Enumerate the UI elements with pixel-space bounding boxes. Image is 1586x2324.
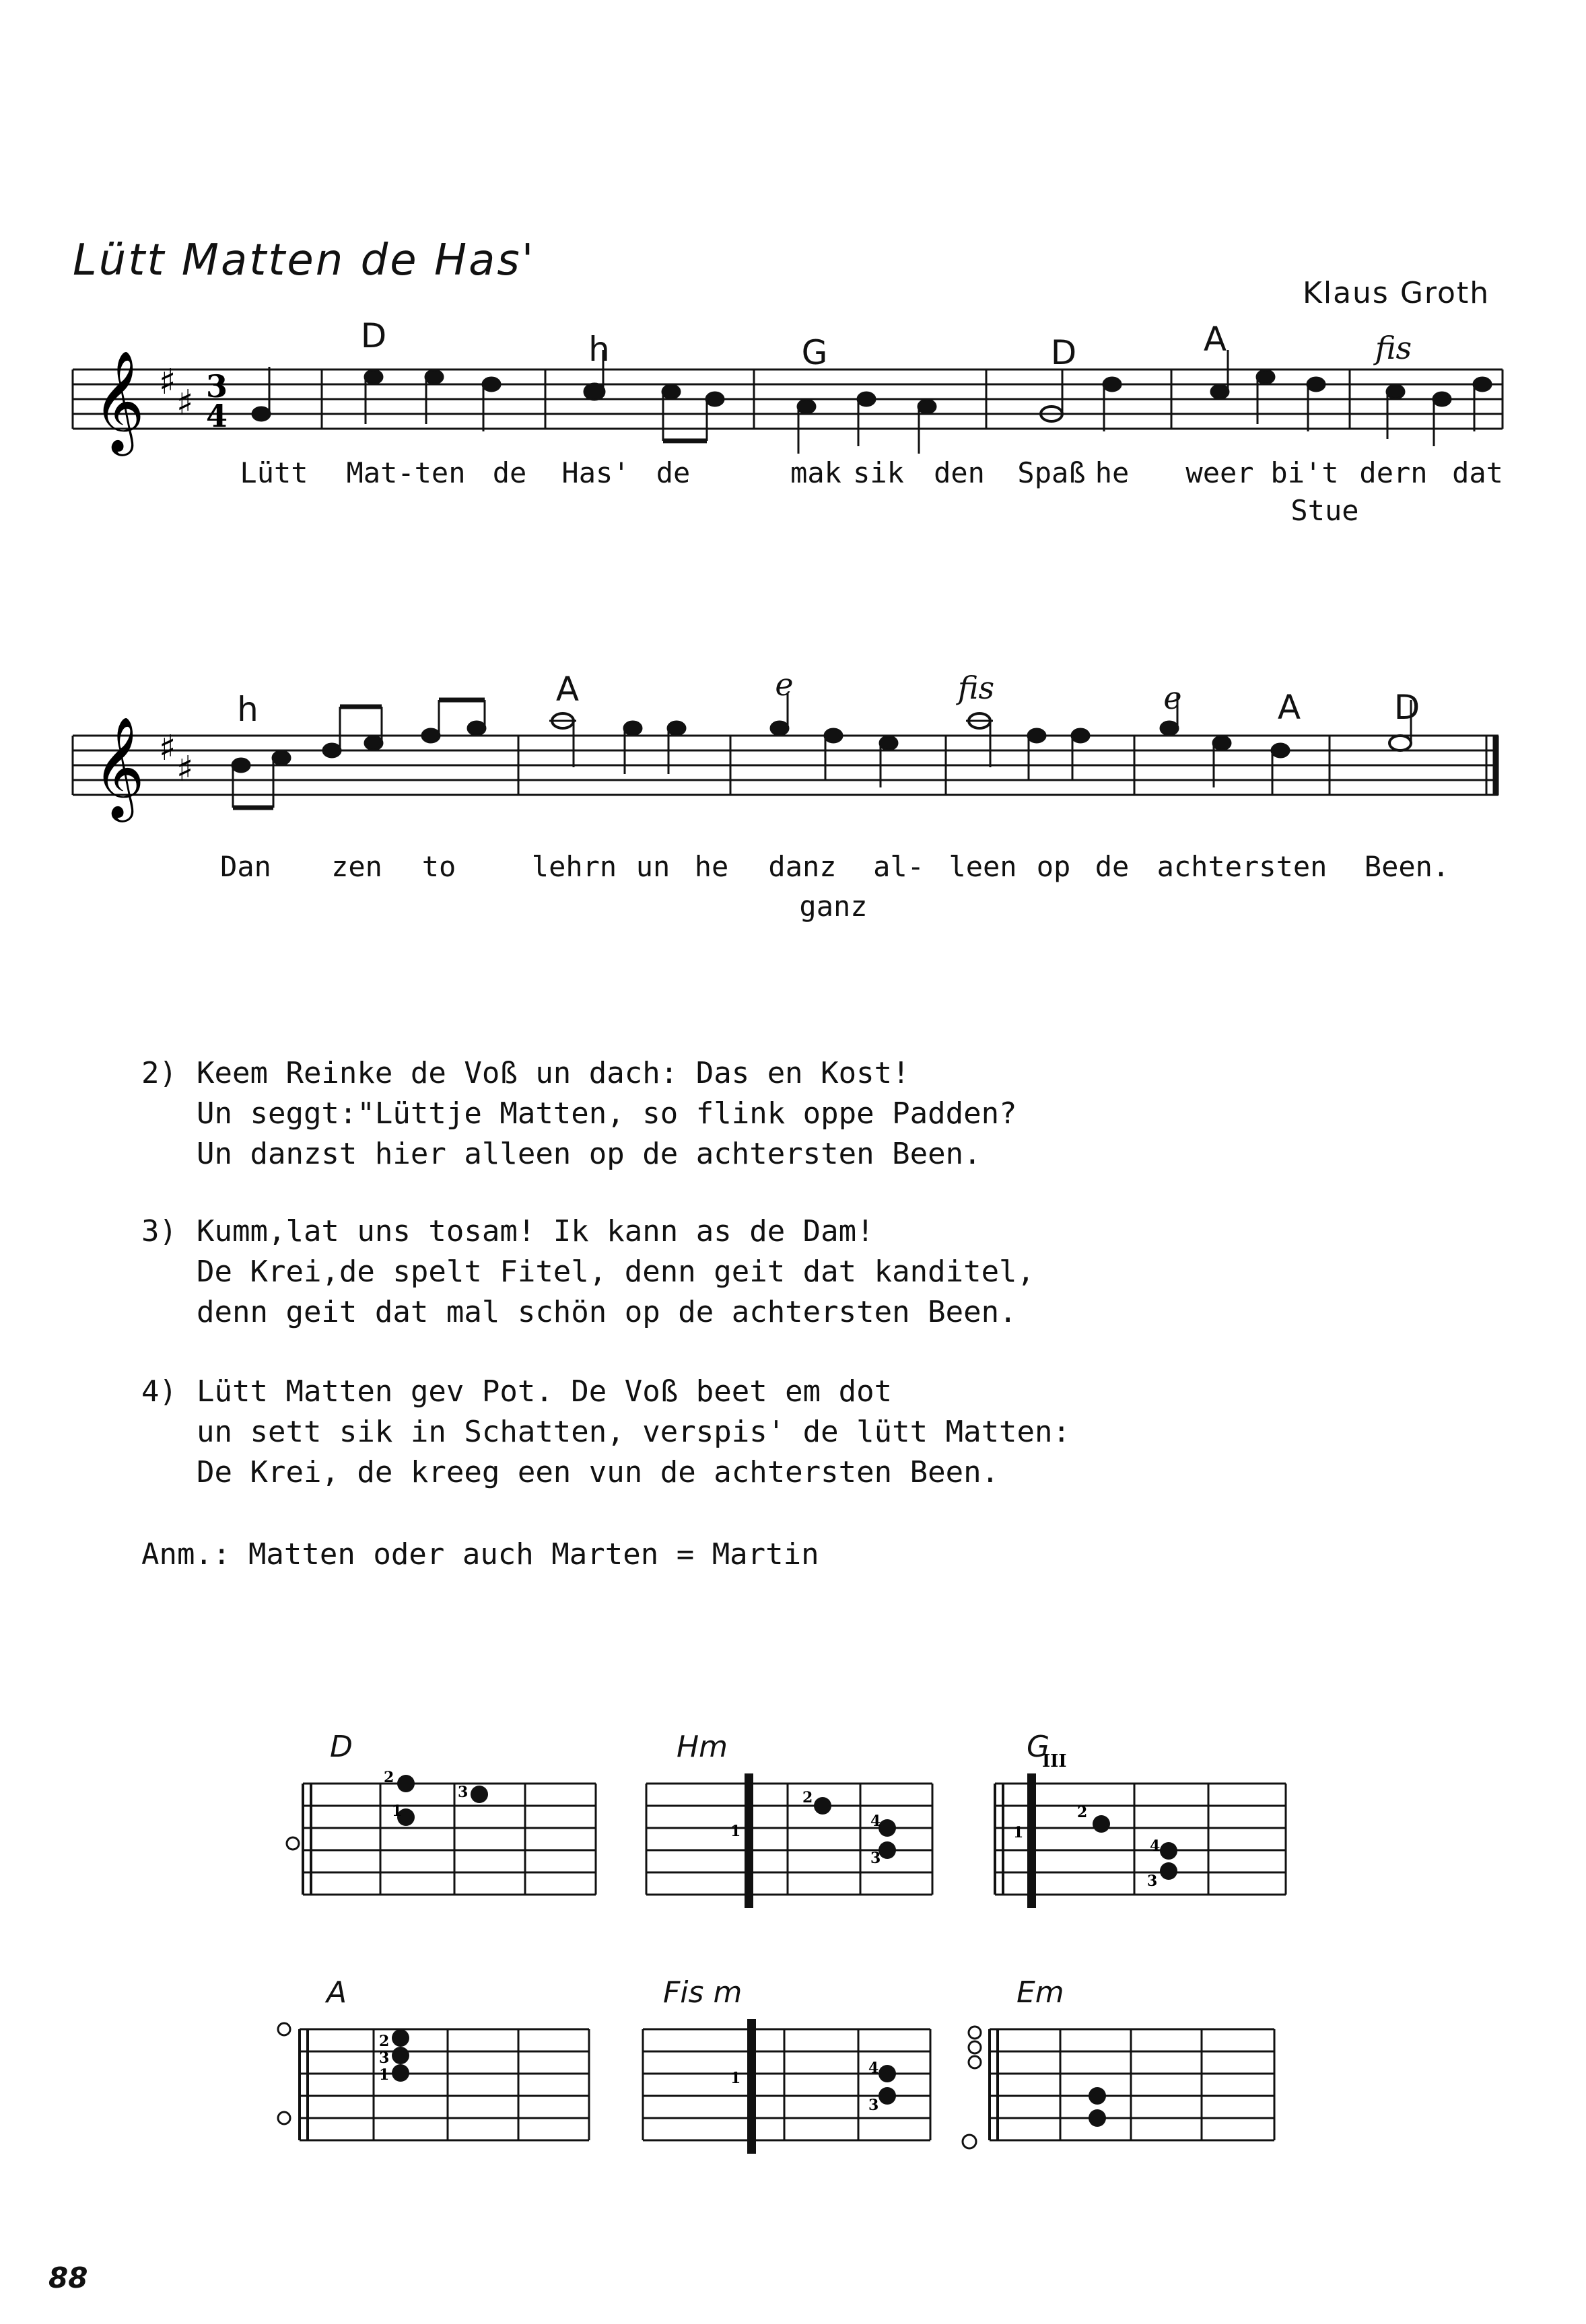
- note-icon: [1213, 736, 1231, 750]
- lyric-syllable: Has': [561, 456, 630, 489]
- note-icon: [468, 721, 485, 735]
- note-icon: [323, 744, 341, 757]
- finger-dot: [878, 1841, 896, 1859]
- chord-symbol: e: [775, 666, 794, 703]
- fret-position-label: III: [1042, 1751, 1067, 1771]
- lyric-syllable: de: [492, 456, 527, 489]
- finger-dot: [1089, 2109, 1106, 2127]
- finger-number: 1: [392, 1802, 403, 1820]
- verse-line: Un seggt:"Lüttje Matten, so flink oppe Padden?: [197, 1096, 1017, 1131]
- open-string-icon: [963, 2135, 976, 2148]
- finger-number: 1: [730, 1823, 741, 1840]
- treble-clef-icon: 𝄞: [93, 715, 145, 818]
- open-string-icon: [969, 2041, 981, 2053]
- note-icon: [624, 721, 642, 735]
- finger-number: 1: [730, 2070, 741, 2087]
- chord-diagram-label: Em: [1016, 1975, 1064, 2010]
- sharp-icon: ♯: [176, 749, 194, 789]
- fretboard-grids: [0, 1716, 1586, 2187]
- chord-symbol: A: [1203, 320, 1227, 359]
- finger-number: 2: [379, 2033, 390, 2050]
- lyric-syllable: weer: [1185, 456, 1254, 489]
- note-icon: [365, 736, 382, 750]
- note-icon: [825, 729, 842, 742]
- verse-number: 2): [141, 1056, 177, 1090]
- finger-number: 3: [868, 2097, 879, 2114]
- finger-dot: [1160, 1862, 1177, 1880]
- finger-dot: [878, 2087, 896, 2105]
- chord-symbol: D: [1050, 333, 1077, 372]
- note-icon: [1028, 729, 1045, 742]
- lyric-syllable: achtersten: [1157, 850, 1328, 883]
- finger-number: 1: [379, 2066, 390, 2084]
- verse-number: 4): [141, 1374, 177, 1409]
- finger-dot: [814, 1797, 831, 1815]
- note-icon: [1161, 721, 1178, 735]
- open-string-icon: [969, 2027, 981, 2039]
- chord-symbol: fis: [1375, 330, 1412, 366]
- lyric-syllable: op: [1036, 850, 1071, 883]
- finger-number: 4: [870, 1812, 881, 1830]
- footnote: Anm.: Matten oder auch Marten = Martin: [141, 1537, 819, 1572]
- verse-line: denn geit dat mal schön op de achtersten Been.: [197, 1295, 1017, 1329]
- barre-icon: [1027, 1773, 1036, 1908]
- finger-number: 4: [1150, 1837, 1161, 1855]
- lyric-syllable: mak: [790, 456, 841, 489]
- lyric-syllable: danz: [768, 850, 837, 883]
- finger-number: 1: [1013, 1824, 1024, 1841]
- finger-dot: [392, 2029, 409, 2047]
- chord-symbol: h: [588, 330, 610, 369]
- page-number: 88: [48, 2261, 88, 2294]
- note-icon: [273, 751, 290, 765]
- finger-dot: [878, 1819, 896, 1837]
- finger-dot: [392, 2047, 409, 2064]
- lyric-syllable: Been.: [1364, 850, 1450, 883]
- chord-symbol: A: [555, 670, 580, 709]
- lyric-syllable: zen: [331, 850, 382, 883]
- lyric-syllable: den: [934, 456, 985, 489]
- note-icon: [1072, 729, 1089, 742]
- alt-lyric: ganz: [799, 890, 868, 923]
- open-string-icon: [278, 2023, 290, 2035]
- svg-text:3: 3: [206, 368, 228, 404]
- note-icon: [771, 721, 788, 735]
- verse-line: Keem Reinke de Voß un dach: Das en Kost!: [197, 1056, 910, 1090]
- verse-line: De Krei,de spelt Fitel, denn geit dat kanditel,: [197, 1255, 1035, 1289]
- verse-line: De Krei, de kreeg een vun de achtersten Been.: [197, 1455, 1000, 1489]
- chord-symbol: A: [1277, 688, 1301, 727]
- open-string-icon: [287, 1837, 299, 1850]
- finger-dot: [1089, 2087, 1106, 2105]
- treble-clef-icon: 𝄞: [93, 349, 145, 452]
- chord-symbol: e: [1163, 680, 1182, 716]
- finger-number: 2: [384, 1769, 394, 1786]
- note-icon: [232, 759, 250, 772]
- verse-number: 3): [141, 1214, 177, 1248]
- finger-dot: [397, 1775, 415, 1792]
- lyric-syllable: Dan: [220, 850, 271, 883]
- finger-dot: [878, 2065, 896, 2082]
- fretboard-fism: [643, 2029, 930, 2140]
- alt-lyric: Stue: [1290, 494, 1359, 527]
- chord-symbol: D: [1393, 688, 1420, 727]
- sharp-icon: ♯: [176, 383, 194, 423]
- finger-number: 3: [870, 1850, 881, 1867]
- lyric-syllable: dern: [1359, 456, 1428, 489]
- lyric-syllable: un: [635, 850, 670, 883]
- fretboard-d: [303, 1784, 596, 1895]
- chord-symbol: G: [801, 333, 828, 372]
- half-note-icon: [1389, 736, 1411, 750]
- fretboard-a: [300, 2029, 589, 2140]
- lyric-syllable: he: [694, 850, 729, 883]
- sharp-icon: ♯: [159, 728, 176, 769]
- barre-icon: [745, 1773, 753, 1908]
- lyric-syllable: leen: [949, 850, 1017, 883]
- lyric-syllable: Spaß: [1017, 456, 1086, 489]
- chord-diagram-label: D: [330, 1730, 353, 1764]
- note-icon: [1272, 744, 1289, 757]
- lyric-syllable: al-: [873, 850, 924, 883]
- lyric-syllable: bi't: [1270, 456, 1339, 489]
- chord-symbol: D: [360, 316, 387, 355]
- lyric-syllable: sik: [853, 456, 904, 489]
- lyric-syllable: de: [656, 456, 691, 489]
- svg-text:4: 4: [206, 398, 228, 434]
- open-string-icon: [969, 2056, 981, 2068]
- lyric-syllable: to: [421, 850, 456, 883]
- chord-diagram-label: G: [1027, 1730, 1050, 1764]
- chord-symbol: h: [237, 690, 258, 729]
- verse-line: Kumm,lat uns tosam! Ik kann as de Dam!: [197, 1214, 874, 1248]
- finger-number: 3: [379, 2049, 390, 2067]
- finger-number: 2: [802, 1789, 813, 1806]
- verse-line: un sett sik in Schatten, verspis' de lütt Matten:: [197, 1415, 1071, 1449]
- chord-diagram-label: Fis m: [663, 1975, 743, 2010]
- note-icon: [422, 729, 440, 742]
- finger-number: 3: [458, 1784, 469, 1801]
- verse-line: Un danzst hier alleen op de achtersten Been.: [197, 1137, 981, 1171]
- lyric-syllable: Lütt: [240, 456, 308, 489]
- song-title: Lütt Matten de Has': [73, 236, 536, 285]
- lyric-syllable: Mat-ten: [346, 456, 466, 489]
- fretboard-em: [990, 2029, 1274, 2140]
- lyric-syllable: de: [1095, 850, 1130, 883]
- music-staff: [0, 0, 1586, 942]
- chord-diagram-label: Hm: [677, 1730, 728, 1764]
- lyric-syllable: dat: [1452, 456, 1503, 489]
- lyric-syllable: lehrn: [531, 850, 617, 883]
- fretboard-hm: [646, 1784, 932, 1895]
- finger-number: 2: [1077, 1804, 1088, 1821]
- finger-number: 4: [868, 2059, 879, 2077]
- note-icon: [668, 721, 685, 735]
- fretboard-g: [995, 1784, 1286, 1895]
- sharp-icon: ♯: [159, 362, 176, 402]
- finger-dot: [471, 1786, 488, 1803]
- lyric-syllable: he: [1095, 456, 1130, 489]
- note-icon: [880, 736, 897, 750]
- open-string-icon: [278, 2112, 290, 2124]
- finger-dot: [392, 2064, 409, 2082]
- verse-line: Lütt Matten gev Pot. De Voß beet em dot: [197, 1374, 893, 1409]
- finger-dot: [1093, 1815, 1110, 1833]
- song-author: Klaus Groth: [1303, 276, 1490, 310]
- chord-symbol: fis: [957, 670, 995, 706]
- finger-number: 3: [1147, 1872, 1158, 1890]
- chord-diagram-label: A: [326, 1975, 347, 2010]
- finger-dot: [1160, 1842, 1177, 1860]
- barre-icon: [747, 2019, 756, 2154]
